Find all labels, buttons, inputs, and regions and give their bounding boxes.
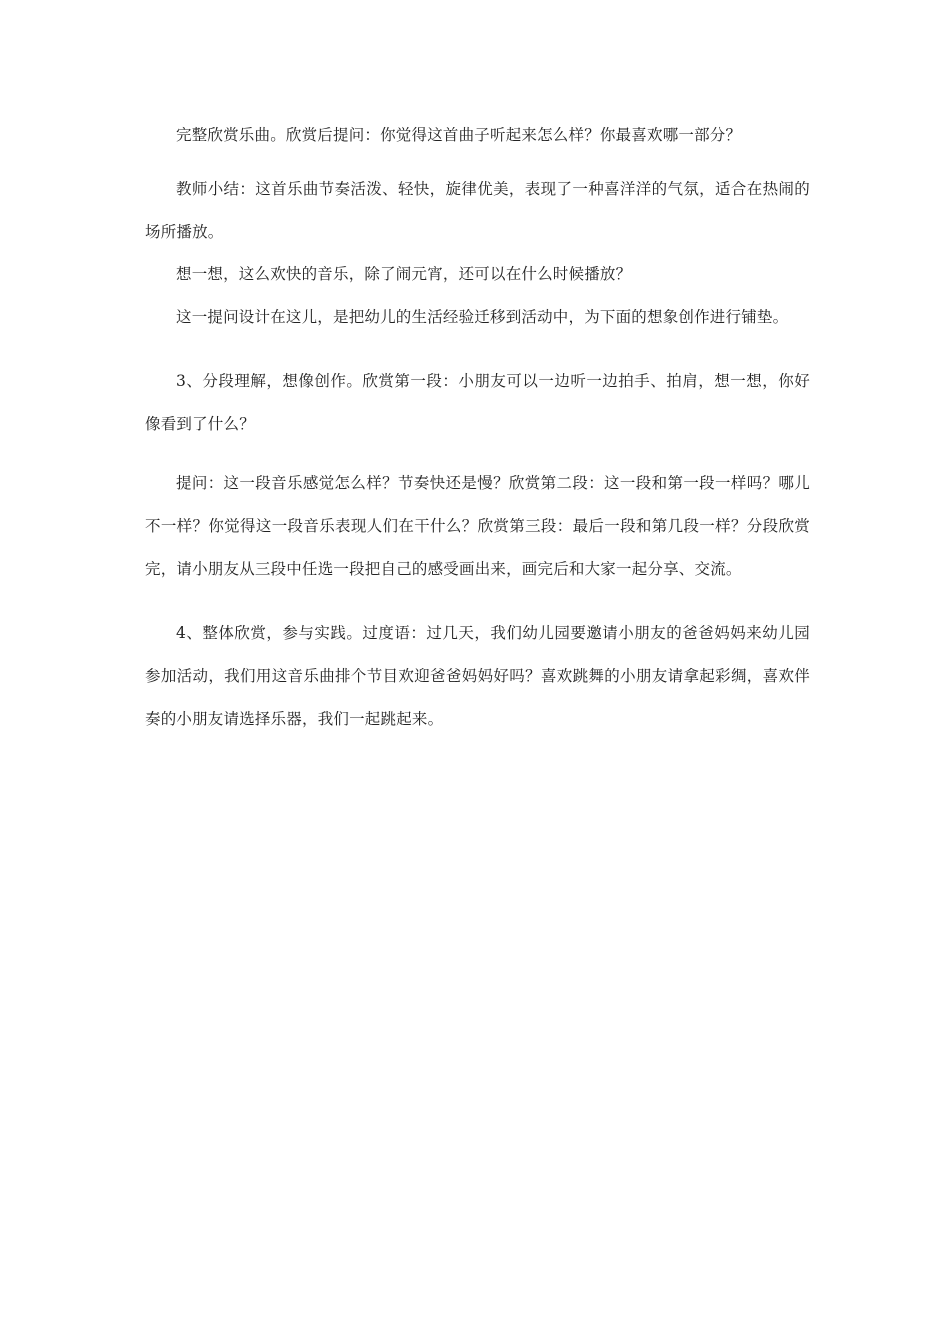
- paragraph-think-question: 想一想，这么欢快的音乐，除了闹元宵，还可以在什么时候播放？: [176, 265, 632, 283]
- paragraph-design-note: 这一提问设计在这儿，是把幼儿的生活经验迁移到活动中，为下面的想象创作进行铺垫。: [176, 308, 789, 326]
- paragraph-teacher-summary: 教师小结：这首乐曲节奏活泼、轻快，旋律优美，表现了一种喜洋洋的气氛，适合在热闹的场所播放。: [145, 180, 810, 241]
- paragraph-step-4: 4、整体欣赏，参与实践。过度语：过几天，我们幼儿园要邀请小朋友的爸爸妈妈来幼儿园参加活动，我们用这音乐曲排个节目欢迎爸爸妈妈好吗？喜欢跳舞的小朋友请拿起彩绸，喜欢伴奏的小朋友请选择乐器，我们一起跳起来。: [145, 624, 810, 728]
- paragraph-step-3: 3、分段理解，想像创作。欣赏第一段：小朋友可以一边听一边拍手、拍肩，想一想，你好像看到了什么？: [145, 372, 810, 433]
- paragraph-questions: 提问：这一段音乐感觉怎么样？节奏快还是慢？欣赏第二段：这一段和第一段一样吗？哪儿不一样？你觉得这一段音乐表现人们在干什么？欣赏第三段：最后一段和第几段一样？分段欣赏完，请小朋友从三段中任选一段把自己的感受画出来，画完后和大家一起分享、交流。: [145, 474, 810, 578]
- paragraph-full-listening: 完整欣赏乐曲。欣赏后提问：你觉得这首曲子听起来怎么样？你最喜欢哪一部分？: [176, 126, 742, 144]
